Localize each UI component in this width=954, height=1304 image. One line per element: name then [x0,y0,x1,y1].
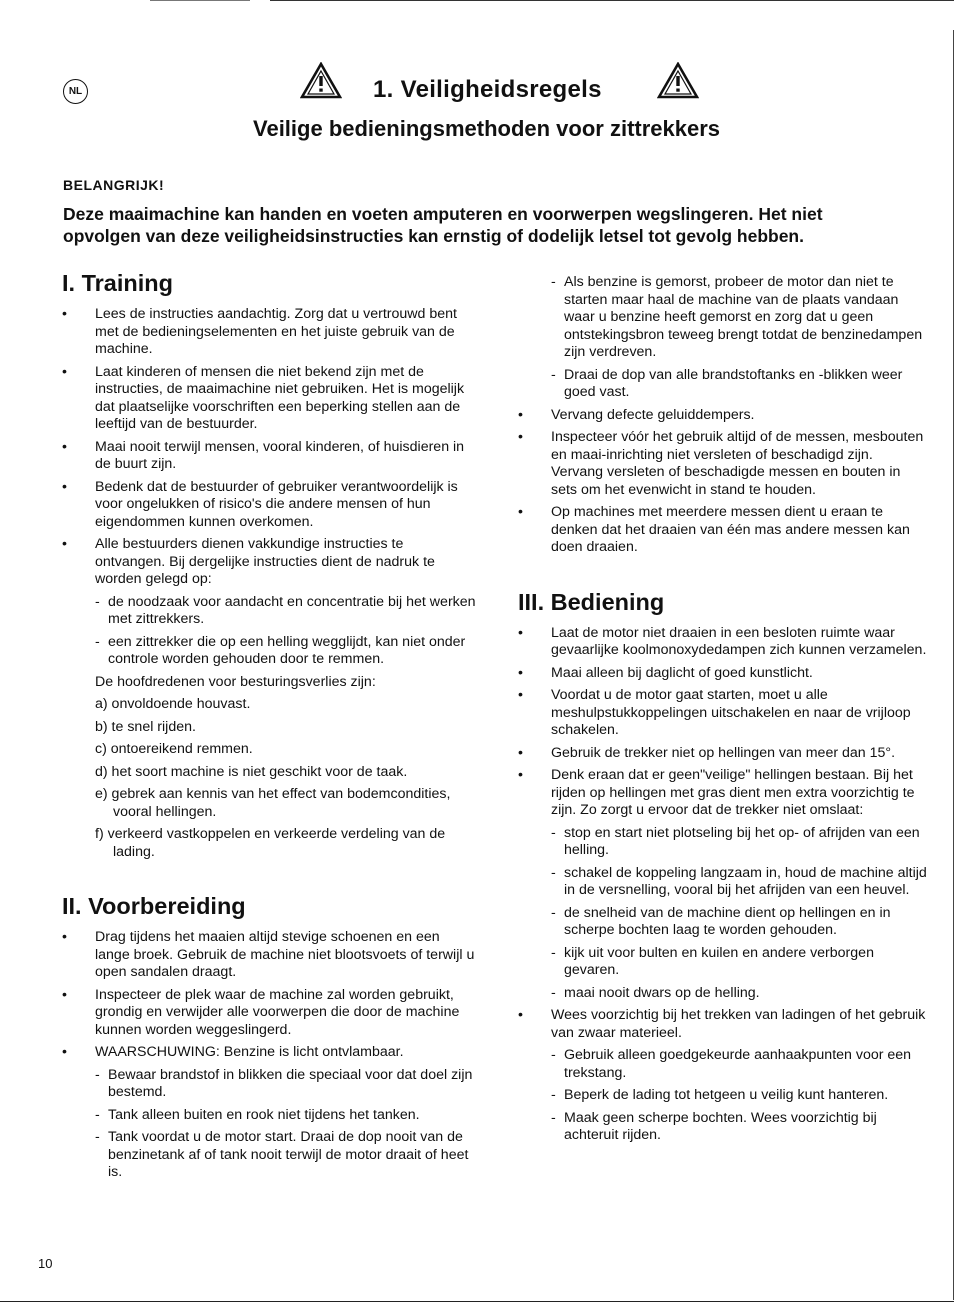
sub-list-item: - kijk uit voor bulten en kuilen en andere verborgen gevaren. [551,944,874,978]
list-item: • WAARSCHUWING: Benzine is licht ontvlambaar. [62,1044,404,1060]
list-item: • Laat kinderen of mensen die niet bekend zijn met de instructies, de maaimachine niet gebruiken. Het is mogelijk dat plaatselijke voorschriften een beperking stellen aan de leeftijd van de bestuurder. [62,363,465,432]
cause-item: c) ontoereikend remmen. [95,741,253,757]
language-badge: NL [63,79,88,104]
list-item: • Alle bestuurders dienen vakkundige instructies te ontvangen. Bij dergelijke instructies dient de nadruk te worden gelegd op: [62,536,435,587]
important-label: BELANGRIJK! [63,177,165,193]
bullet-icon: • [518,406,523,423]
list-item: • Gebruik de trekker niet op hellingen van meer dan 15°. [518,744,896,761]
page-edge-line [270,0,954,1]
bullet-icon: • [518,664,523,681]
bullet-icon: • [518,1007,523,1023]
bullet-icon: • [62,363,67,380]
list-item: • Inspecteer de plek waar de machine zal worden gebruikt, grondig en verwijder alle voorwerpen die door de machine kunnen worden weggeslingerd. [62,986,460,1038]
warning-triangle-icon [300,62,342,100]
section-operation [518,587,928,1145]
list-item: • Lees de instructies aandachtig. Zorg dat u vertrouwd bent met de bedieningselementen en het juiste gebruik van de machine. [62,306,457,357]
page-edge-line [150,0,250,1]
bullet-icon: • [62,536,67,552]
cause-item: d) het soort machine is niet geschikt voor de taak. [95,763,408,780]
warning-triangle-icon [657,62,699,100]
list-item: • Op machines met meerdere messen dient u eraan te denken dat het draaien van één mas andere messen kan doen draaien. [518,504,910,555]
bullet-icon: • [518,624,523,641]
list-item: • Denk eraan dat er geen"veilige" hellingen bestaan. Bij het rijden op hellingen met gras dient men extra voorzichtig te zijn. Zo zorgt u ervoor dat de trekker niet omslaat: [518,767,915,818]
section-heading: II. Voorbereiding [62,893,246,919]
bullet-icon: • [62,986,67,1003]
cause-item: a) onvoldoende houvast. [95,696,251,712]
list-item: • Inspecteer vóór het gebruik altijd of de messen, mesbouten en maai-inrichting niet versleten of beschadigd zijn. Vervang versleten of beschadigde messen en bouten in sets om het evenwicht in stand te houden. [518,429,924,498]
section-preparation-continued [518,274,928,557]
section-preparation [62,891,477,1182]
list-item: • Vervang defecte geluiddempers. [518,406,755,423]
bullet-icon: • [518,429,523,445]
bullet-icon: • [62,1044,67,1060]
sub-list-item: - Draai de dop van alle brandstoftanks en -blikken weer goed vast. [551,366,903,400]
sub-list-item: - stop en start niet plotseling bij het op- of afrijden van een helling. [551,824,920,858]
bullet-icon: • [62,478,67,495]
sub-list-item: - de noodzaak voor aandacht en concentratie bij het werken met zittrekkers. [95,593,476,627]
cause-item: f) verkeerd vastkoppelen en verkeerde verdeling van de lading. [95,826,446,860]
sub-list-item: - Beperk de lading tot hetgeen u veilig kunt hanteren. [551,1087,889,1103]
sub-list-item: - Maak geen scherpe bochten. Wees voorzichtig bij achteruit rijden. [551,1109,877,1143]
sub-list-item: - Gebruik alleen goedgekeurde aanhaakpunten voor een trekstang. [551,1047,912,1081]
page-subtitle: Veilige bedieningsmethoden voor zittrekkers [253,116,721,141]
page-edge-line [0,1301,954,1302]
bullet-icon: • [518,504,523,520]
page-title: 1. Veiligheidsregels [373,76,602,103]
sub-list-item: - maai nooit dwars op de helling. [551,984,760,1001]
list-item: • Wees voorzichtig bij het trekken van ladingen of het gebruik van zwaar materieel. [518,1007,926,1041]
causes-intro: De hoofdredenen voor besturingsverlies zijn: [95,673,376,690]
bullet-icon: • [62,438,67,455]
warning-statement: Deze maaimachine kan handen en voeten amputeren en voorwerpen wegslingeren. Het niet opvolgen van deze veiligheidsinstructies kan ernstig of dodelijk letsel tot gevolg hebben. [63,204,823,246]
sub-list-item: - Tank voordat u de motor start. Draai de dop nooit van de benzinetank af of tank nooit terwijl de motor draait of heet is. [95,1129,469,1180]
list-item: • Maai alleen bij daglicht of goed kunstlicht. [518,664,813,681]
sub-list-item: - schakel de koppeling langzaam in, houd de machine altijd in de versnelling, vooral bij het afrijden van een heuvel. [551,864,927,898]
bullet-icon: • [62,929,67,945]
page-number: 10 [38,1256,53,1271]
sub-list-item: - de snelheid van de machine dient op hellingen en in scherpe bochten laag te worden gehouden. [551,904,891,938]
sub-list-item: - Bewaar brandstof in blikken die speciaal voor dat doel zijn bestemd. [95,1066,473,1100]
right-column [518,274,928,1167]
list-item: • Maai nooit terwijl mensen, vooral kinderen, of huisdieren in de buurt zijn. [62,438,465,472]
list-item: • Drag tijdens het maaien altijd stevige schoenen en een lange broek. Gebruik de machine niet blootsvoets of terwijl u open sandalen draagt. [62,929,475,980]
bullet-icon: • [518,687,523,703]
cause-item: e) gebrek aan kennis van het effect van bodemcondities, vooral hellingen. [95,786,451,820]
section-training [62,268,477,861]
list-item: • Laat de motor niet draaien in een besloten ruimte waar gevaarlijke koolmonoxydedampen zich kunnen verzamelen. [518,624,927,658]
bullet-icon: • [518,744,523,761]
left-column [62,268,477,1204]
section-heading: I. Training [62,270,173,296]
sub-list-item: - Tank alleen buiten en rook niet tijdens het tanken. [95,1106,420,1123]
cause-item: b) te snel rijden. [95,718,196,735]
section-heading: III. Bediening [518,588,665,615]
list-item: • Voordat u de motor gaat starten, moet u alle meshulpstukkoppelingen uitschakelen en naar de vrijloop schakelen. [518,687,911,738]
bullet-icon: • [62,306,67,322]
list-item: • Bedenk dat de bestuurder of gebruiker verantwoordelijk is voor ongelukken of risico's die andere mensen of hun eigendommen kunnen overkomen. [62,478,458,530]
sub-list-item: - een zittrekker die op een helling wegglijdt, kan niet onder controle worden gehouden door te remmen. [95,633,466,667]
sub-list-item: - Als benzine is gemorst, probeer de motor dan niet te starten maar haal de machine van de plaats vandaan waar u benzine heeft gemorst en zorg dat u geen ontstekingsbron teweeg brengt totdat de benzinedampen zijn verdreven. [551,274,923,360]
bullet-icon: • [518,767,523,783]
